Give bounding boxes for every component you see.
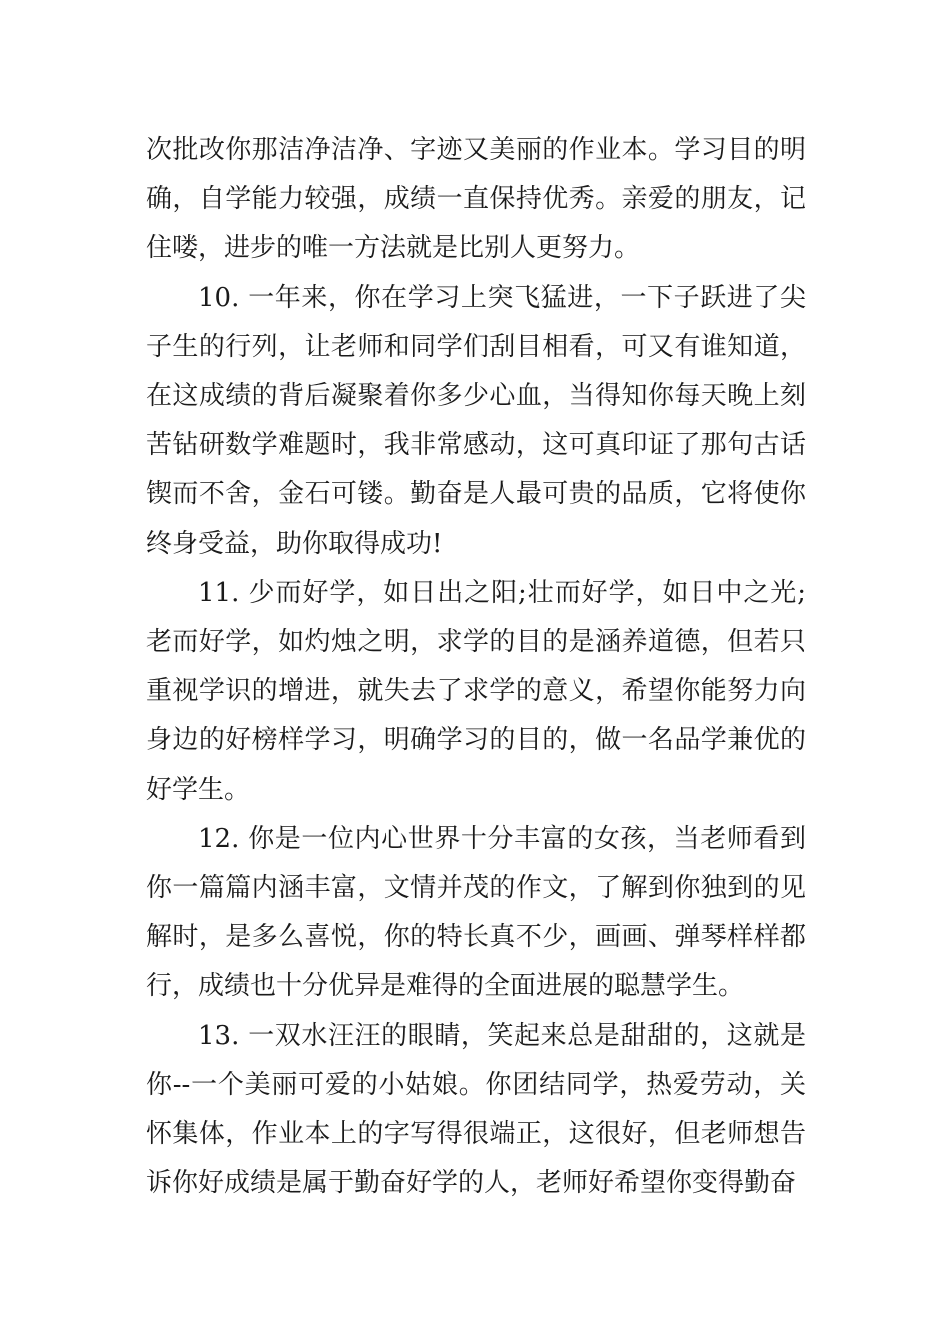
- document-body: [146, 126, 806, 1208]
- paragraph-10: 10. 一年来，你在学习上突飞猛进，一下子跃进了尖子生的行列，让老师和同学们刮目相看，可又有谁知道，在这成绩的背后凝聚着你多少心血，当得知你每天晚上刻苦钻研数学难题时，我非常感动，这可真印证了那句古话锲而不舍，金石可镂。勤奋是人最可贵的品质，它将使你终身受益，助你取得成功!: [146, 282, 806, 559]
- paragraph-continued: 次批改你那洁净洁净、字迹又美丽的作业本。学习目的明确，自学能力较强，成绩一直保持优秀。亲爱的朋友，记住喽，进步的唯一方法就是比别人更努力。: [146, 135, 806, 264]
- paragraph-12: 12. 你是一位内心世界十分丰富的女孩，当老师看到你一篇篇内涵丰富，文情并茂的作文，了解到你独到的见解时，是多么喜悦，你的特长真不少，画画、弹琴样样都行，成绩也十分优异是难得的全面进展的聪慧学生。: [146, 823, 806, 1002]
- paragraph-13: 13. 一双水汪汪的眼睛，笑起来总是甜甜的，这就是你--一个美丽可爱的小姑娘。你团结同学，热爱劳动，关怀集体，作业本上的字写得很端正，这很好，但老师想告诉你好成绩是属于勤奋好学的人，老师好希望你变得勤奋: [146, 1020, 806, 1199]
- paragraph-11: 11. 少而好学，如日出之阳;壮而好学，如日中之光;老而好学，如灼烛之明，求学的目的是涵养道德，但若只重视学识的增进，就失去了求学的意义，希望你能努力向身边的好榜样学习，明确学习的目的，做一名品学兼优的好学生。: [146, 577, 806, 805]
